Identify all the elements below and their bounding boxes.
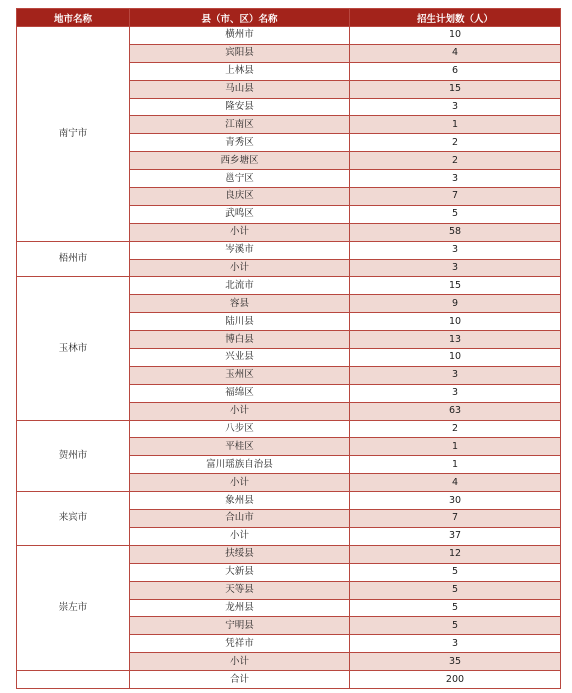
enrollment-plan-table-container bbox=[16, 8, 560, 689]
enrollment-count-cell: 9 bbox=[350, 295, 561, 313]
enrollment-count-cell: 3 bbox=[350, 241, 561, 259]
enrollment-count-cell: 58 bbox=[350, 223, 561, 241]
enrollment-count-cell: 1 bbox=[350, 438, 561, 456]
table-body bbox=[17, 27, 561, 689]
county-name-cell: 邕宁区 bbox=[130, 170, 350, 188]
county-name-cell: 小计 bbox=[130, 402, 350, 420]
county-name-cell: 八步区 bbox=[130, 420, 350, 438]
enrollment-count-cell: 10 bbox=[350, 349, 561, 367]
city-name-cell: 南宁市 bbox=[17, 27, 130, 242]
city-name-cell: 梧州市 bbox=[17, 241, 130, 277]
enrollment-count-cell: 10 bbox=[350, 27, 561, 45]
county-name-cell: 青秀区 bbox=[130, 134, 350, 152]
enrollment-count-cell: 1 bbox=[350, 116, 561, 134]
enrollment-count-cell: 4 bbox=[350, 474, 561, 492]
enrollment-count-cell: 3 bbox=[350, 170, 561, 188]
city-name-cell: 玉林市 bbox=[17, 277, 130, 420]
county-name-cell: 龙州县 bbox=[130, 599, 350, 617]
city-name-cell: 贺州市 bbox=[17, 420, 130, 492]
county-name-cell: 福绵区 bbox=[130, 384, 350, 402]
total-label-cell: 合计 bbox=[130, 671, 350, 689]
county-name-cell: 兴业县 bbox=[130, 349, 350, 367]
enrollment-count-cell: 15 bbox=[350, 80, 561, 98]
enrollment-count-cell: 6 bbox=[350, 62, 561, 80]
enrollment-count-cell: 2 bbox=[350, 152, 561, 170]
enrollment-count-cell: 5 bbox=[350, 617, 561, 635]
enrollment-count-cell: 3 bbox=[350, 635, 561, 653]
county-name-cell: 合山市 bbox=[130, 510, 350, 528]
header-count: 招生计划数（人） bbox=[350, 9, 561, 27]
table-row bbox=[17, 492, 561, 510]
county-name-cell: 岑溪市 bbox=[130, 241, 350, 259]
enrollment-count-cell: 12 bbox=[350, 545, 561, 563]
county-name-cell: 凭祥市 bbox=[130, 635, 350, 653]
enrollment-count-cell: 15 bbox=[350, 277, 561, 295]
county-name-cell: 博白县 bbox=[130, 331, 350, 349]
county-name-cell: 小计 bbox=[130, 223, 350, 241]
county-name-cell: 西乡塘区 bbox=[130, 152, 350, 170]
enrollment-count-cell: 5 bbox=[350, 581, 561, 599]
enrollment-count-cell: 37 bbox=[350, 527, 561, 545]
enrollment-count-cell: 2 bbox=[350, 420, 561, 438]
county-name-cell: 小计 bbox=[130, 259, 350, 277]
enrollment-count-cell: 2 bbox=[350, 134, 561, 152]
county-name-cell: 容县 bbox=[130, 295, 350, 313]
county-name-cell: 北流市 bbox=[130, 277, 350, 295]
county-name-cell: 陆川县 bbox=[130, 313, 350, 331]
table-row bbox=[17, 545, 561, 563]
county-name-cell: 平桂区 bbox=[130, 438, 350, 456]
county-name-cell: 江南区 bbox=[130, 116, 350, 134]
enrollment-count-cell: 7 bbox=[350, 188, 561, 206]
county-name-cell: 小计 bbox=[130, 653, 350, 671]
enrollment-count-cell: 3 bbox=[350, 384, 561, 402]
enrollment-count-cell: 63 bbox=[350, 402, 561, 420]
enrollment-count-cell: 5 bbox=[350, 599, 561, 617]
table-row bbox=[17, 277, 561, 295]
county-name-cell: 隆安县 bbox=[130, 98, 350, 116]
enrollment-count-cell: 5 bbox=[350, 205, 561, 223]
total-count-cell: 200 bbox=[350, 671, 561, 689]
enrollment-count-cell: 35 bbox=[350, 653, 561, 671]
enrollment-count-cell: 3 bbox=[350, 259, 561, 277]
total-row bbox=[17, 671, 561, 689]
enrollment-count-cell: 3 bbox=[350, 366, 561, 384]
enrollment-count-cell: 10 bbox=[350, 313, 561, 331]
county-name-cell: 武鸣区 bbox=[130, 205, 350, 223]
county-name-cell: 小计 bbox=[130, 474, 350, 492]
county-name-cell: 上林县 bbox=[130, 62, 350, 80]
table-row bbox=[17, 420, 561, 438]
county-name-cell: 宁明县 bbox=[130, 617, 350, 635]
county-name-cell: 横州市 bbox=[130, 27, 350, 45]
enrollment-count-cell: 13 bbox=[350, 331, 561, 349]
table-header-row bbox=[17, 9, 561, 27]
enrollment-count-cell: 5 bbox=[350, 563, 561, 581]
city-name-cell: 来宾市 bbox=[17, 492, 130, 546]
table-row bbox=[17, 241, 561, 259]
county-name-cell: 象州县 bbox=[130, 492, 350, 510]
county-name-cell: 小计 bbox=[130, 527, 350, 545]
header-county: 县（市、区）名称 bbox=[130, 9, 350, 27]
header-city: 地市名称 bbox=[17, 9, 130, 27]
enrollment-count-cell: 30 bbox=[350, 492, 561, 510]
county-name-cell: 玉州区 bbox=[130, 366, 350, 384]
total-city-cell bbox=[17, 671, 130, 689]
county-name-cell: 良庆区 bbox=[130, 188, 350, 206]
enrollment-count-cell: 4 bbox=[350, 44, 561, 62]
county-name-cell: 天等县 bbox=[130, 581, 350, 599]
county-name-cell: 大新县 bbox=[130, 563, 350, 581]
enrollment-count-cell: 3 bbox=[350, 98, 561, 116]
table-row bbox=[17, 27, 561, 45]
county-name-cell: 扶绥县 bbox=[130, 545, 350, 563]
county-name-cell: 马山县 bbox=[130, 80, 350, 98]
city-name-cell: 崇左市 bbox=[17, 545, 130, 670]
county-name-cell: 富川瑶族自治县 bbox=[130, 456, 350, 474]
enrollment-count-cell: 7 bbox=[350, 510, 561, 528]
enrollment-count-cell: 1 bbox=[350, 456, 561, 474]
enrollment-plan-table bbox=[16, 8, 561, 689]
county-name-cell: 宾阳县 bbox=[130, 44, 350, 62]
